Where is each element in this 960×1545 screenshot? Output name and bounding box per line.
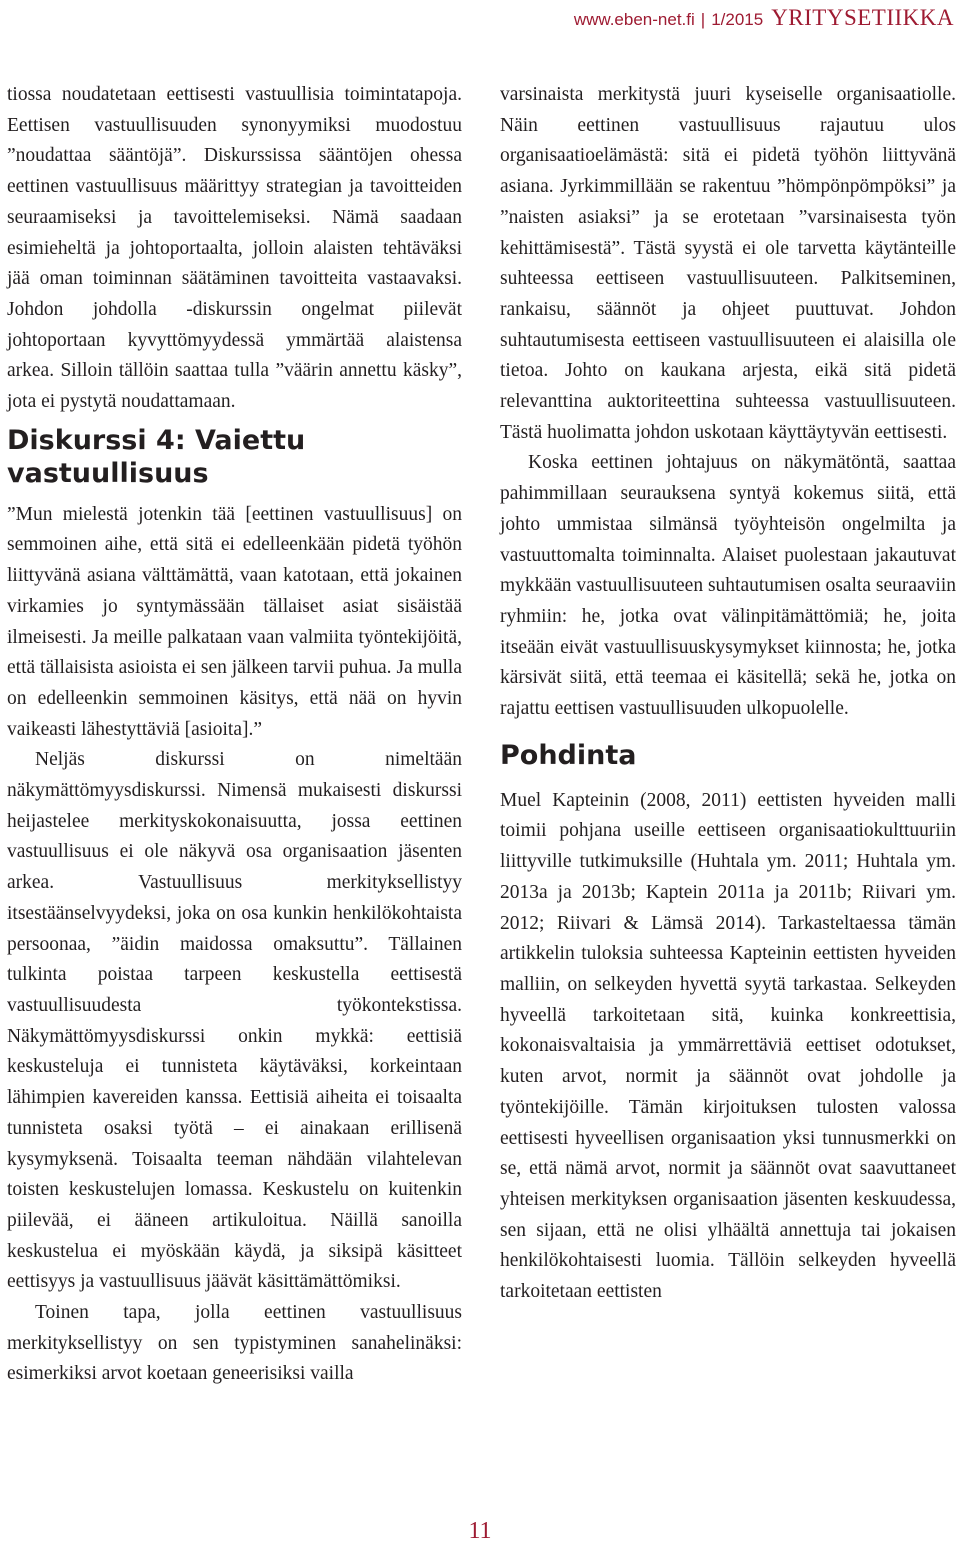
right-column xyxy=(500,80,956,1308)
paragraph-left-3: Toinen tapa, jolla eettinen vastuullisuus merkityksellistyy on sen typistyminen sanahelinäksi: esimerkiksi arvot koetaan geneerisiksi vailla xyxy=(7,1302,462,1385)
heading-pohdinta: Pohdinta xyxy=(500,739,637,771)
paragraph-right-3: Muel Kapteinin (2008, 2011) eettisten hyveiden malli toimii pohjana useille eettiseen organisaatiokulttuuriin liittyville tutkimuksille (Huhtala ym. 2011; Huhtala ym. 2013a ja 2013b; Kaptein 2011a ja 2011b; Riivari ym. 2012; Riivari & Lämsä 2014). Tarkasteltaessa tämän artikkelin tuloksia suhteessa Kapteinin eettisten hyveiden malliin, on selkeyden hyvettä syytä tarkastaa. Selkeyden hyveellä tarkoitetaan sitä, kuinka konkreettisia, kokonaisvaltaisia ja ymmärrettäviä eettiset odotukset, kuten arvot, normit ja säännöt ovat johdolle ja työntekijöille. Tämän kirjoituksen tulosten valossa eettisesti hyveellisen organisaation yksi tunnusmerkki on se, että nämä arvot, normit ja säännöt ovat saavuttaneet yhteisen merkityksen organisaation jäsenten keskuudessa, sen sijaan, että ne olisi ylhäältä annettuja tai jokaisen henkilökohtaisesti luomia. Tällöin selkeyden hyveellä tarkoitetaan eettisten xyxy=(500,789,956,1303)
paragraph-right-1: varsinaista merkitystä juuri kyseiselle organisaatiolle. Näin eettinen vastuullisuus rajautuu ulos organisaatioelämästä: sitä ei pidetä työhön liittyvänä asiana. Jyrkimmillään se rakentuu ”hömpönpömpöksi” ja ”naisten asiaksi” ja se erotetaan ”varsinaisesta työn kehittämisestä”. Tästä syystä ei ole tarvetta käytänteille suhteessa eettiseen vastuullisuuteen. Palkitseminen, rankaisu, säännöt ja ohjeet puuttuvat. Johdon suhtautumisesta eettiseen vastuullisuuteen ei alaisilla ole tietoa. Johto on kaukana arjesta, eikä sitä pidetä relevanttina auktoriteettina suhteessa vastuullisuuteen. Tästä huolimatta johdon uskotaan käyttäytyvän eettisesti. xyxy=(500,84,956,443)
header-issue: 1/2015 xyxy=(711,10,764,29)
page-number: 11 xyxy=(468,1518,492,1544)
paragraph-right-2: Koska eettinen johtajuus on näkymätöntä, saattaa pahimmillaan seurauksena syntyä kokemus siitä, että johto ummistaa silmänsä työyhteisön ongelmilta ja vastuuttomalta toiminnalta. Alaiset puolestaan jakautuvat mykkään vastuullisuuteen suhtautumisen osalta seuraaviin ryhmiin: he, jotka ovat välinpitämättömiä; he, joita itseään eivät vastuullisuuskysymykset kiinnosta; he, jotka kärsivät siitä, että teemaa ei käsitellä; sekä he, jotka on rajattu eettisen vastuullisuuden ulkopuolelle. xyxy=(500,452,956,720)
paragraph-left-1: tiossa noudatetaan eettisesti vastuullisia toimintatapoja. Eettisen vastuullisuuden synonyymiksi muodostuu ”noudattaa sääntöjä”. Diskurssissa sääntöjen ohessa eettinen vastuullisuus määrittyy strategian ja tavoitteiden seuraamiseksi ja tavoittelemiseksi. Nämä saadaan esimieheltä ja johtoportaalta, jolloin alaisten tehtäväksi jää oman toiminnan säätäminen tavoitteita vastaavaksi. Johdon johdolla -diskurssin ongelmat piilevät johtoportaan kyvyttömyydessä ymmärtää alaistensa arkea. Silloin tällöin saattaa tulla ”väärin annettu käsky”, jota ei pystytä noudattamaan. xyxy=(7,84,462,413)
header-divider: | xyxy=(700,10,706,29)
left-column xyxy=(7,80,462,1390)
header-site: www.eben-net.fi xyxy=(573,10,695,29)
interview-quote: ”Mun mielestä jotenkin tää [eettinen vastuullisuus] on semmoinen aihe, että sitä ei edelleenkään pidetä työhön liittyvänä asiana välttämättä, vaan katotaan, että jokainen virkamies jo syntymässään tällaiset asiat sisäistää ilmeisesti. Ja meille palkataan vaan valmiita työntekijöitä, että tällaisista asioista ei sen jälkeen tarvii puhua. Ja mulla on edelleenkin semmoinen käsitys, että nää on hyvin vaikeasti lähestyttäviä [asioita].” xyxy=(7,503,462,740)
heading-diskurssi-4: Diskurssi 4: Vaiettu vastuullisuus xyxy=(7,424,306,489)
header-section-title: YRITYSETIIKKA xyxy=(771,5,954,30)
paragraph-left-2: Neljäs diskurssi on nimeltään näkymättömyysdiskurssi. Nimensä mukaisesti diskurssi heijastelee merkityskokonaisuutta, jossa eettinen vastuullisuus ei ole näkyvä osa organisaation jäsenten arkea. Vastuullisuus merkityksellistyy itsestäänselvyydeksi, joka on osa kunkin henkilökohtaista persoonaa, ”äidin maidossa omaksuttu”. Tällainen tulkinta poistaa tarpeen keskustella eettisestä vastuullisuudesta työkontekstissa. Näkymättömyysdiskurssi onkin mykkä: eettisiä keskusteluja ei tunnisteta käytäväksi, korkeintaan lähimpien kavereiden kanssa. Eettisiä aiheita ei toisaalta tunnisteta osaksi työtä – ei ainakaan erillisenä kysymyksenä. Toisaalta teeman nähdään vilahtelevan toisten keskustelujen lomassa. Keskustelu on kuitenkin piilevää, ei ääneen artikuloitua. Näillä sanoilla keskustelua ei myöskään käydä, ja siksipä käsitteet eettisyys ja vastuullisuus jäävät käsittämättömiksi. xyxy=(7,749,462,1293)
page-header xyxy=(574,6,954,33)
